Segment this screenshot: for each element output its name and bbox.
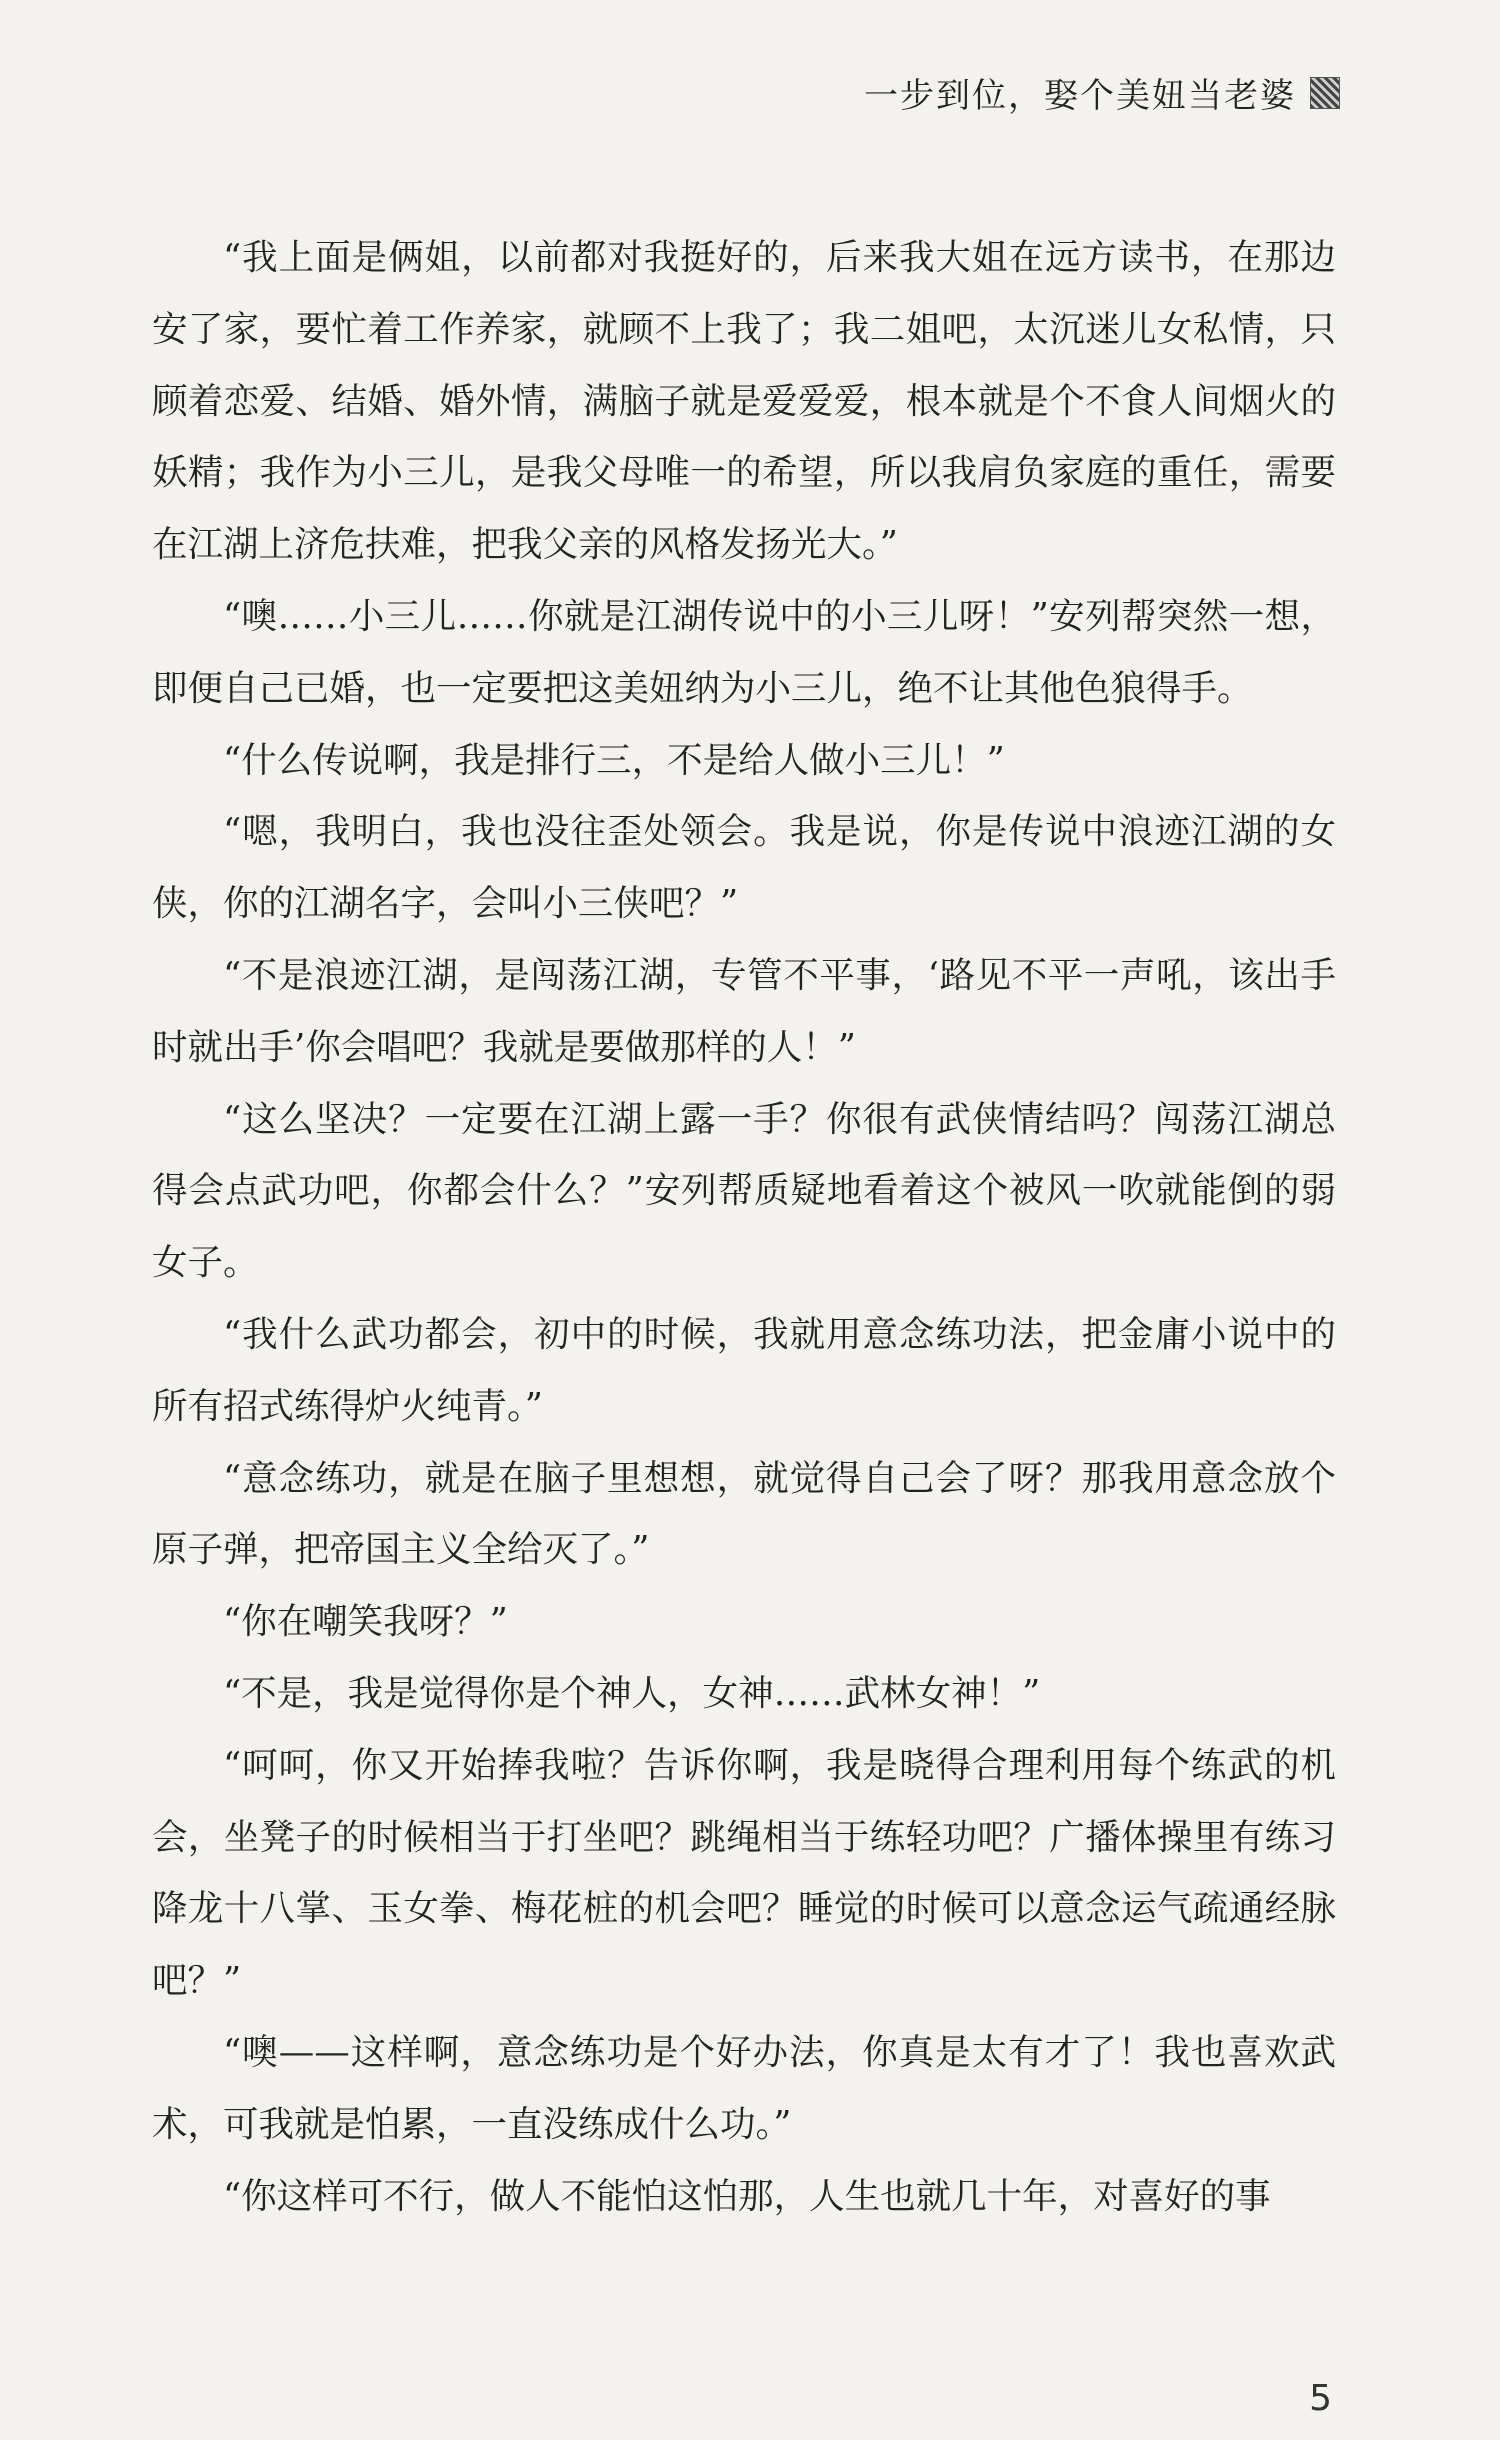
- paragraph: “你这样可不行，做人不能怕这怕那，人生也就几十年，对喜好的事: [223, 2175, 1271, 2217]
- running-title: 一步到位，娶个美妞当老婆: [864, 76, 1296, 116]
- paragraph: “不是，我是觉得你是个神人，女神……武林女神！”: [223, 1672, 1041, 1714]
- paragraph: “不是浪迹江湖，是闯荡江湖，专管不平事，‘路见不平一声吼，该出手时就出手’你会唱吧？我就是要做那样的人！”: [152, 954, 1336, 1068]
- running-header: [864, 68, 1340, 117]
- paragraph: “什么传说啊，我是排行三，不是给人做小三儿！”: [223, 739, 1005, 781]
- paragraph: “你在嘲笑我呀？”: [223, 1601, 508, 1643]
- decorative-seal-icon: [1310, 77, 1340, 109]
- page-number: 5: [1309, 2378, 1332, 2419]
- body-text: [152, 222, 1336, 2232]
- paragraph: “这么坚决？一定要在江湖上露一手？你很有武侠情结吗？闯荡江湖总得会点武功吧，你都会什么？”安列帮质疑地看着这个被风一吹就能倒的弱女子。: [152, 1098, 1336, 1284]
- paragraph: “噢——这样啊，意念练功是个好办法，你真是太有才了！我也喜欢武术，可我就是怕累，一直没练成什么功。”: [152, 2031, 1336, 2145]
- paragraph: “我上面是俩姐，以前都对我挺好的，后来我大姐在远方读书，在那边安了家，要忙着工作养家，就顾不上我了；我二姐吧，太沉迷儿女私情，只顾着恋爱、结婚、婚外情，满脑子就是爱爱爱，根本就是个不食人间烟火的妖精；我作为小三儿，是我父母唯一的希望，所以我肩负家庭的重任，需要在江湖上济危扶难，把我父亲的风格发扬光大。”: [152, 237, 1336, 566]
- paragraph: “意念练功，就是在脑子里想想，就觉得自己会了呀？那我用意念放个原子弹，把帝国主义全给灭了。”: [152, 1457, 1336, 1571]
- paragraph: “我什么武功都会，初中的时候，我就用意念练功法，把金庸小说中的所有招式练得炉火纯青。”: [152, 1313, 1336, 1427]
- paragraph: “呵呵，你又开始捧我啦？告诉你啊，我是晓得合理利用每个练武的机会，坐凳子的时候相当于打坐吧？跳绳相当于练轻功吧？广播体操里有练习降龙十八掌、玉女拳、梅花桩的机会吧？睡觉的时候可以意念运气疏通经脉吧？”: [152, 1744, 1336, 2002]
- paragraph: “嗯，我明白，我也没往歪处领会。我是说，你是传说中浪迹江湖的女侠，你的江湖名字，会叫小三侠吧？”: [152, 811, 1336, 925]
- paragraph: “噢……小三儿……你就是江湖传说中的小三儿呀！”安列帮突然一想，即便自己已婚，也一定要把这美妞纳为小三儿，绝不让其他色狼得手。: [152, 595, 1336, 709]
